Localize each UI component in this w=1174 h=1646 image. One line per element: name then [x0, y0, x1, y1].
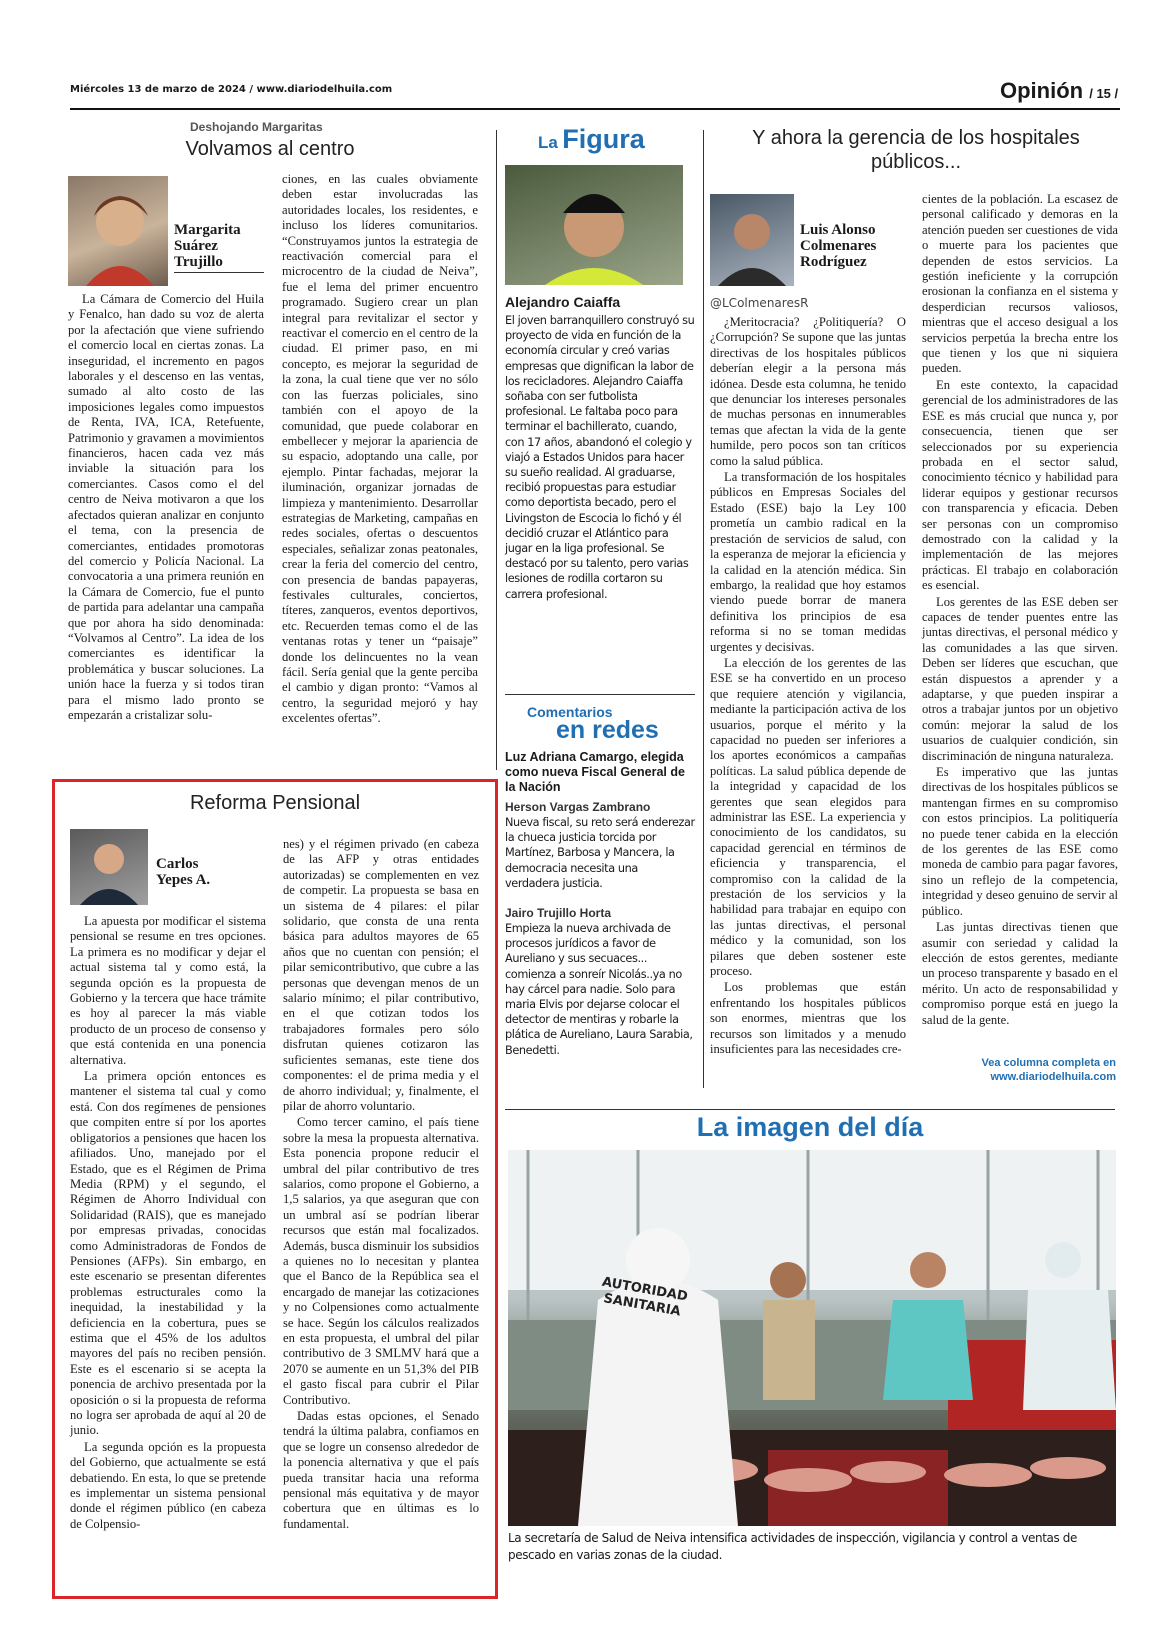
- paragraph: El joven barranquillero construyó su proyecto de vida en función de la economía circular y creó varias empresas que dignifican la labor de los recicladores. Alejandro Caiaffa soñaba con ser futbolista profesional. Le faltaba poco para terminar el bachillerato, cuando, con 17 años, abandonó el colegio y viajó a Estados Unidos para hacer su sueño realidad. Al graduarse, recibió propuestas para estudiar como deportista becado, pero el Livingston de Escocia lo fichó y él decidió cruzar el Atlántico para jugar en la liga profesional. Se destacó por su talento, pero varias lesiones de rodilla cortaron su carrera profesional.: [505, 314, 695, 601]
- paragraph: La segunda opción es la propuesta del Gobierno, que actualmente se está debatiendo. En esta, lo que se pretende es implementar un sistema pensional donde el régimen público (en cabeza de Colpensio-: [70, 1439, 266, 1531]
- comentarios-title-small: Comentarios: [527, 704, 613, 720]
- comentarios-title-big: en redes: [556, 716, 659, 744]
- article-text-b: [282, 172, 478, 728]
- section-title: [1000, 78, 1118, 104]
- paragraph: Como tercer camino, el país tiene sobre la mesa la propuesta alternativa. Esta ponencia propone reducir el umbral del pilar contributivo de tres salarios, como propone el Gobierno, a 1,5 salarios, ya que aseguran que con un umbral así se podrían liberar recursos que están mal focalizados. Además, busca disminuir los subsidios a quienes no lo necesitan y plantea que el Banco de la República sea el encargado de manejar las cotizaciones y no Colpensiones como actualmente se hace. Según los cálculos realizados en esta propuesta, el umbral del pilar contributivo de 3 SMLMV hará que a 2070 se aumente en un 51,3% del PIB el gasto fiscal para cubrir el Pilar Contributivo.: [283, 1115, 479, 1407]
- portrait-icon: [505, 165, 683, 285]
- inspection-photo-illustration: [508, 1150, 1116, 1526]
- divider-v1: [496, 130, 497, 770]
- header-rule: [70, 108, 1120, 110]
- hospitales-title: Y ahora la gerencia de los hospitales públicos...: [752, 127, 1080, 173]
- paragraph: ciones, en las cuales obviamente deben estar involucradas las autoridades locales, los residentes, e incluso los líderes comunitarios. “Construyamos juntos la estrategia de reactivación comercial para el microcentro de la ciudad de Neiva”, fue el lema del primer encuentro programado. Sugiero crear un plan integral para revitalizar el sector y reactivar el comercio en el centro de la ciudad. El primer paso, en mi concepto, es mejorar la seguridad de la zona, la cual tiene que ver no sólo con las fuerzas policiales, sino también con el apoyo de la comunidad, que puede colaborar en embellecer y mejorar la apariencia de su espacio, adoptando una calle, por ejemplo. Pintar fachadas, mejorar la iluminación, organizar jornadas de limpieza y mantenimiento. Desarrollar estrategias de Marketing, campañas en redes sociales, ofertas o descuentos especiales, señalizar zonas peatonales, crear la feria del comercio del centro, con presencia de bandas papayeras, festivales culturales, conciertos, títeres, zanqueros, eventos deportivos, etc. Recuerden temas como el de las ventanas rotas y tener un “paisaje” donde los delincuentes no la vean fácil. Sería genial que la gente perciba el cambio y digan pronto: “Vamos al centro, la seguridad mejoró y hay excelentes ofertas”.: [282, 172, 478, 726]
- article-title: Volvamos al centro: [185, 138, 355, 160]
- paragraph: ¿Meritocracia? ¿Politiquería? O ¿Corrupción? Se supone que las juntas directivas de los hospitales públicos deberían elegir a la persona más idónea. Desde esta columna, he tenido que denunciar los intereses personales de muchas personas en innumerables temas que afectan la vida de la gente humilde, pero pocos son tan críticos como la salud pública.: [710, 315, 906, 468]
- divider-h2: [505, 1109, 1115, 1110]
- reforma-author: Carlos Yepes A.: [156, 856, 211, 888]
- paragraph: La Cámara de Comercio del Huila y Fenalco, han dado su voz de alerta por la afectación que viene sufriendo el comercio local en ciertas zonas. La inseguridad, el incremento en pagos laborales y el descenso en las ventas, sumado al alto costo de las imposiciones legales como impuestos de Renta, IVA, ICA, Retefuente, Patrimonio y gravamen a movimientos financieros, hacen cada vez más inviable la situación para los comerciantes. Casos como el del centro de Neiva motivaron a que los afectados quieran analizar en conjunto el tema, con la presencia de comerciantes, entidades promotoras del comercio y Policía Nacional. La convocatoria a una primera reunión en la Cámara de Comercio, fue el punto de partida para adelantar una campaña que por ahora ha sido denominada: “Volvamos al Centro”. La idea de los comerciantes es identificar la problemática y buscar soluciones. La unión hace la fuerza y si todos tiran para el mismo lado pronto se empezarán a cristalizar solu-: [68, 292, 264, 722]
- divider-v2: [703, 130, 704, 1088]
- paragraph: La primera opción entonces es mantener el sistema tal cual y como está. Con dos regímenes de pensiones que compiten entre sí por los aportes obligatorios a pensiones que hacen los afiliados. Uno, manejado por el Estado, que es el Régimen de Prima Media (RPM) y el segundo, el Régimen de Ahorro Individual con Solidaridad (RAIS), que es manejado por empresas privadas, conocidas como Administradoras de Fondos de Pensiones (AFPs). Sin embargo, en este escenario se presentan diferentes problemas estructurales como la inequidad, la inestabilidad y la deficiencia en la cobertura, pues se estima que el 45% de los adultos mayores del país no reciben pensión. Este es el escenario si se acepta la ponencia de archivo presentada por la oposición o si la propuesta de reforma no logra ser aprobada de aquí al 20 de junio.: [70, 1069, 266, 1438]
- web-link-url: www.diariodelhuila.com: [990, 1071, 1116, 1083]
- article-text-a: [68, 292, 264, 724]
- comentarios-headline: Luz Adriana Camargo, elegida como nueva Fiscal General de la Nación: [505, 750, 685, 794]
- comment-author-1: Herson Vargas Zambrano: [505, 800, 651, 814]
- web-link-label: Vea columna completa en: [981, 1057, 1116, 1069]
- paragraph: Nueva fiscal, su reto será enderezar la chueca justicia torcida por Martínez, Barbosa y Mancera, la democracia necesita una verdadera justicia.: [505, 816, 695, 890]
- paragraph: cientes de la población. La escasez de personal calificado y demoras en la atención pueden ser cuestiones de vida o muerte para los pacientes que dependen de estos servicios. La gestión ineficiente y la corrupción erosionan la confianza en el sistema y desperdician recursos valiosos, mientras que el acceso desigual a los servicios perpetúa la brecha entre los que tienen y los que ni siquiera pueden.: [922, 192, 1118, 376]
- author-underline: [174, 272, 264, 273]
- author-photo-margarita: [68, 176, 168, 286]
- figura-title-big: Figura: [562, 124, 645, 154]
- author-name: Margarita Suárez Trujillo: [174, 222, 241, 270]
- column-kicker: Deshojando Margaritas: [190, 120, 323, 134]
- author-portrait-icon: [68, 176, 168, 286]
- reforma-title: Reforma Pensional: [189, 792, 361, 814]
- figura-title-small: La: [538, 133, 558, 152]
- coat-label: AUTORIDAD SANITARIA: [600, 1274, 689, 1320]
- reforma-text-a: [70, 914, 266, 1533]
- imagen-photo: [508, 1150, 1116, 1526]
- caption-text: La secretaría de Salud de Neiva intensifica actividades de inspección, vigilancia y control a ventas de pescado en varias zonas de la ciudad.: [508, 1531, 1077, 1562]
- paragraph: Es imperativo que las juntas directivas de los hospitales públicos se mantengan firmes en su compromiso con estos principios. La politiquería no puede tener cabida en la elección de los gerentes de las ESE como moneda de cambio para pagar favores, sino un reflejo de la competencia, integridad y deseo genuino de servir al público.: [922, 765, 1118, 918]
- hospitales-text-a: [710, 315, 906, 1059]
- comment-text-1: [505, 815, 695, 891]
- section-name: Opinión: [1000, 78, 1084, 103]
- web-link[interactable]: [940, 1056, 1116, 1084]
- page-number: / 15 /: [1089, 86, 1119, 101]
- hospitales-text-b: [922, 192, 1118, 1029]
- paragraph: La transformación de los hospitales públicos en Empresas Sociales del Estado (ESE) bajo la Ley 100 prometía un cambio radical en la prestación de servicios de salud, con la esperanza de mejorar la eficiencia y la calidad en la atención médica. Sin embargo, la realidad que hoy estamos viendo puede borrar de manera definitiva los principios de esa reforma si no se toman medidas urgentes y decisivas.: [710, 470, 906, 654]
- figura-name: Alejandro Caiaffa: [505, 294, 621, 310]
- figura-text: [505, 313, 695, 602]
- author-handle: @LColmenaresR: [710, 296, 809, 310]
- paragraph: Los problemas que están enfrentando los hospitales públicos son enormes, mientras que los recursos son limitados y a menudo insuficientes para las necesidades cre-: [710, 980, 906, 1057]
- paragraph: Los gerentes de las ESE deben ser capaces de tender puentes entre las juntas directivas, el personal médico y las comunidades a las que sirven. Deben ser líderes que escuchan, que están dispuestos a aprender y a adaptarse, y que pueden inspirar a otros a trabajar juntos por un objetivo común: mejorar la salud de los usuarios de cualquier condición, sin discriminación de ninguna naturaleza.: [922, 594, 1118, 763]
- imagen-title: La imagen del día: [696, 1112, 924, 1142]
- comment-text-2: [505, 921, 695, 1058]
- author-photo-luis: [710, 194, 794, 286]
- divider-h1: [505, 694, 695, 695]
- paragraph: Dadas estas opciones, el Senado tendrá la última palabra, confiamos en que se logre un consenso alrededor de la ponencia alternativa y que el país pueda transitar hacia una reforma pensional más equitativa y de mayor cobertura que en últimas es lo fundamental.: [283, 1409, 479, 1531]
- header-date-site: Miércoles 13 de marzo de 2024 / www.diariodelhuila.com: [70, 84, 393, 95]
- paragraph: nes) y el régimen privado (en cabeza de las AFP y otras entidades autorizadas) se complementen en vez de competir. La propuesta se basa en un sistema de 4 pilares: el pilar solidario, que consta de una renta básica para adultos mayores de 65 años que no cuentan con pensión; el pilar semicontributivo, que cubre a las personas que devengan menos de un salario mínimo; el pilar contributivo, en el que cotizan todos los trabajadores formales pero sólo disfrutan quienes cotizaron las suficientes semanas, este tiene dos componentes: el de prima media y el de ahorro individual; y, finalmente, el pilar de ahorro voluntario.: [283, 837, 479, 1113]
- comment-author-2: Jairo Trujillo Horta: [505, 906, 612, 920]
- paragraph: Las juntas directivas tienen que asumir con seriedad y calidad la elección de estos gerentes, mediante un proceso transparente y basado en el mérito. Un acto de responsabilidad y compromiso porque está en juego la salud de la gente.: [922, 920, 1118, 1027]
- figura-title: [538, 124, 645, 155]
- author-photo-carlos: [70, 829, 148, 905]
- paragraph: Empieza la nueva archivada de procesos jurídicos a favor de Aureliano y sus secuaces... comienza a sonreír Nicolás..ya no hay cárcel para nadie. Solo para maria Elvis por dejarse colocar el detector de mentiras y robarle la plática de Aureliano, Laura Sarabia, Benedetti.: [505, 922, 693, 1057]
- figura-photo: [505, 165, 683, 285]
- paragraph: En este contexto, la capacidad gerencial de los administradores de las ESE es más crucial que nunca y, por consecuencia, tienen que ser seleccionados por su experiencia probada en el sector salud, conocimiento técnico y habilidad para liderar equipos y gestionar recursos con transparencia y eficacia. Deben ser personas con un compromiso demostrado con la calidad y la implementación de las mejores prácticas. El trabajo en colaboración es esencial.: [922, 377, 1118, 593]
- imagen-caption: [508, 1530, 1116, 1564]
- hospitales-author: Luis Alonso Colmenares Rodríguez: [800, 222, 877, 270]
- paragraph: La elección de los gerentes de las ESE se ha convertido en un proceso que requiere atención y vigilancia, mediante la participación activa de los usuarios, porque el mérito y la capacidad no pueden ser inferiores a los aportes económicos a campañas políticas. La salud pública depende de la integridad y capacidad de los gerentes que sean elegidos para administrar las ESE. La experiencia y conocimiento de los candidatos, su capacidad gerencial en términos de eficiencia y transparencia, el compromiso con la calidad de la prestación de los servicios y la habilidad para trabajar en equipo con las juntas directivas, el personal médico y la comunidad, son los pilares que deben sostener este proceso.: [710, 655, 906, 979]
- author-portrait-icon: [710, 194, 794, 286]
- paragraph: La apuesta por modificar el sistema pensional se resume en tres opciones. La primera es no modificar y dejar el actual sistema tal y como está, la segunda opción es la propuesta de Gobierno y la tercera que hace trámite es hoy al parecer la más viable producto de un proceso de consenso y que está contenida en una ponencia alternativa.: [70, 914, 266, 1067]
- author-portrait-icon: [70, 829, 148, 905]
- reforma-text-b: [283, 837, 479, 1533]
